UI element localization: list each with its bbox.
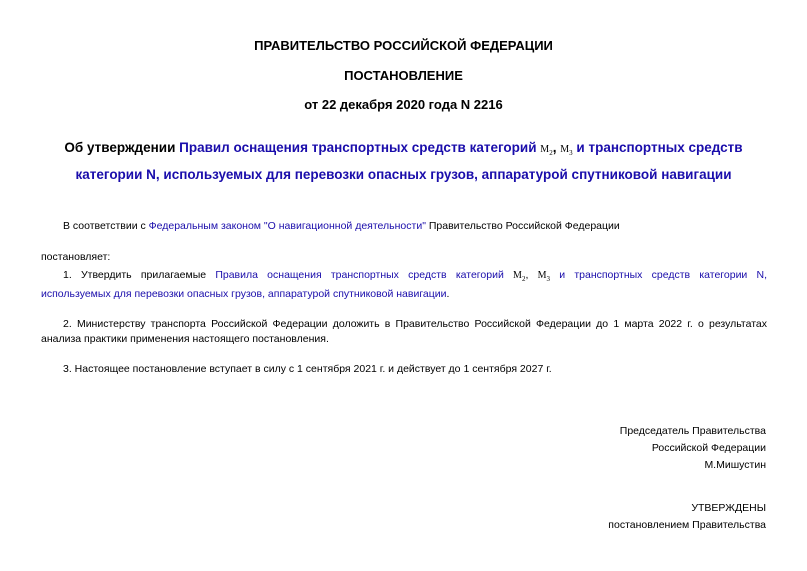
header-doc-type: ПОСТАНОВЛЕНИЕ (344, 68, 463, 83)
approved-block (608, 500, 766, 534)
preamble (63, 219, 620, 233)
decree-word: постановляет: (41, 251, 111, 263)
approved-line2: постановлением Правительства (608, 519, 766, 531)
signature-block (620, 423, 766, 474)
approved-line1: УТВЕРЖДЕНЫ (691, 502, 766, 514)
document-title (0, 137, 807, 186)
header-government: ПРАВИТЕЛЬСТВО РОССИЙСКОЙ ФЕДЕРАЦИИ (254, 38, 553, 53)
item1-prefix: 1. Утвердить прилагаемые (63, 269, 207, 281)
item2-line1: 2. Министерству транспорта Российской Федерации доложить в Правительство Российской Федерации до 1 марта 2022 г. о результатах (63, 318, 767, 330)
item1-category-m2: $М_2$ (513, 270, 526, 283)
item2-line2: анализа практики применения настоящего постановления. (41, 333, 329, 345)
item1-link-line2[interactable]: используемых для перевозки опасных грузов, аппаратурой спутниковой навигации (41, 288, 447, 300)
title-link-part2[interactable]: и транспортных средств (576, 140, 743, 155)
item1-line2 (41, 287, 449, 301)
header-date-number: от 22 декабря 2020 года N 2216 (304, 97, 503, 112)
title-prefix: Об утверждении (64, 140, 180, 155)
preamble-before: В соответствии с (63, 220, 149, 232)
item1-link-b[interactable]: и транспортных средств категории N, (559, 269, 768, 281)
signature-line2: Российской Федерации (651, 442, 766, 454)
title-separator: , (552, 140, 557, 155)
title-category-m2: $М_2$ (540, 144, 553, 157)
preamble-after: Правительство Российской Федерации (425, 220, 620, 232)
item1-end: . (446, 288, 450, 300)
title-category-m3: $М_3$ (560, 144, 573, 157)
item1-separator: , (525, 269, 529, 281)
title-link-line2[interactable]: категории N, используемых для перевозки опасных грузов, аппаратурой спутниковой навигации (75, 167, 732, 182)
signature-line3: М.Мишустин (704, 459, 766, 471)
title-link-part1[interactable]: Правил оснащения транспортных средств категорий (179, 140, 537, 155)
law-link[interactable]: Федеральным законом "О навигационной деятельности" (148, 220, 426, 232)
item1-link-a[interactable]: Правила оснащения транспортных средств категорий (215, 269, 504, 281)
item1-category-m3: $М_3$ (537, 270, 551, 283)
signature-line1: Председатель Правительства (619, 425, 766, 437)
item3: 3. Настоящее постановление вступает в силу с 1 сентября 2021 г. и действует до 1 сентября 2027 г. (63, 363, 552, 375)
